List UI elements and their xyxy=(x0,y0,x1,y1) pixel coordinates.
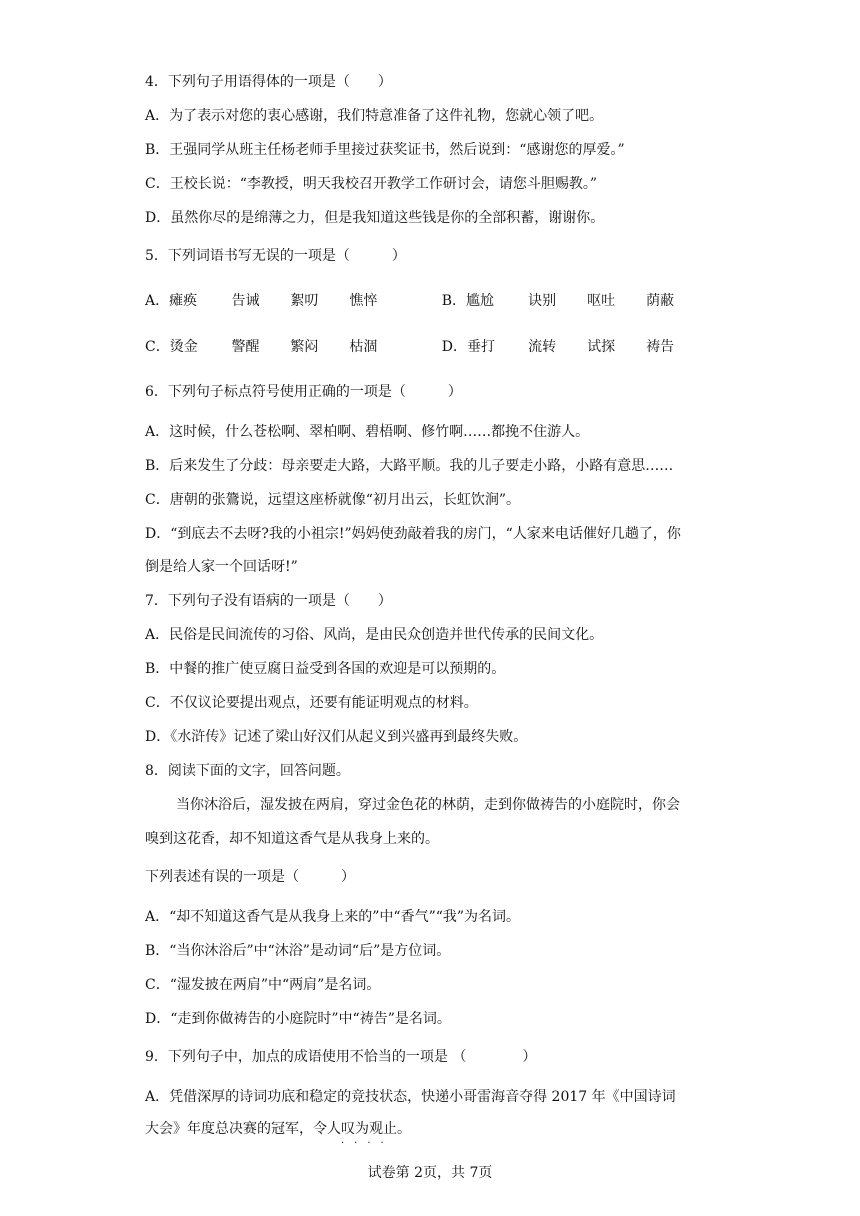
q9-dotted-idiom-text: 叹为观止 xyxy=(341,1121,397,1137)
q5-a-word-2: 告诫 xyxy=(231,293,260,309)
q4-option-c: C．王校长说：“李教授，明天我校召开教学工作研讨会，请您斗胆赐教。” xyxy=(145,176,598,192)
q5-d-word-2: 流转 xyxy=(528,339,557,355)
q5-stem: 5．下列词语书写无误的一项是（ ） xyxy=(145,248,406,264)
q9-option-a-line-2 xyxy=(145,1120,411,1149)
q5-row-ab xyxy=(145,292,705,310)
q9-a-text-after: 。 xyxy=(397,1121,411,1137)
q6-stem: 6．下列句子标点符号使用正确的一项是（ ） xyxy=(145,384,462,400)
q5-b-word-2: 诀别 xyxy=(528,293,557,309)
q9-stem: 9．下列句子中，加点的成语使用不恰当的一项是 （ ） xyxy=(145,1049,537,1065)
q7-option-a: A．民俗是民间流传的习俗、风尚，是由民众创造并世代传承的民间文化。 xyxy=(145,627,604,643)
q8-passage-line-2: 嗅到这花香，却不知道这香气是从我身上来的。 xyxy=(145,831,439,847)
q5-c-word-2: 警醒 xyxy=(231,339,260,355)
q5-d-word-1: D．垂打 xyxy=(441,339,495,355)
q5-row-cd xyxy=(145,338,705,356)
q5-b-word-4: 荫蔽 xyxy=(646,293,675,309)
q5-b-word-3: 呕吐 xyxy=(587,293,616,309)
q9-a-text-before: 大会》年度总决赛的冠军，令人 xyxy=(145,1121,341,1137)
q6-option-c: C．唐朝的张鷟说，远望这座桥就像“初月出云，长虹饮涧”。 xyxy=(145,492,521,508)
q6-option-d-line-1: D．“到底去不去呀?我的小祖宗!”妈妈使劲敲着我的房门，“人家来电话催好几趟了，你 xyxy=(145,526,681,542)
q7-option-b: B．中餐的推广使豆腐日益受到各国的欢迎是可以预期的。 xyxy=(145,661,506,677)
q5-a-word-4: 憔悴 xyxy=(349,293,378,309)
q8-option-a: A．“却不知道这香气是从我身上来的”中“香气”“我”为名词。 xyxy=(145,909,521,925)
q4-option-b: B．王强同学从班主任杨老师手里接过获奖证书，然后说到：“感谢您的厚爱。” xyxy=(145,142,625,158)
q6-option-b: B．后来发生了分歧：母亲要走大路，大路平顺。我的儿子要走小路，小路有意思…… xyxy=(145,458,674,474)
q5-a-word-1: A．瘫痪 xyxy=(145,293,198,309)
q5-b-word-1: B．尴尬 xyxy=(441,293,495,309)
q7-stem: 7．下列句子没有语病的一项是（ ） xyxy=(145,593,392,609)
q8-option-d: D．“走到你做祷告的小庭院时”中“祷告”是名词。 xyxy=(145,1011,451,1027)
q4-option-d: D．虽然你尽的是绵薄之力，但是我知道这些钱是你的全部积蓄，谢谢你。 xyxy=(145,210,605,226)
q7-option-c: C．不仅议论要提出观点，还要有能证明观点的材料。 xyxy=(145,695,478,711)
q7-option-d: D．《水浒传》记述了梁山好汉们从起义到兴盛再到最终失败。 xyxy=(145,729,528,745)
q8-option-c: C．“湿发披在两肩”中“两肩”是名词。 xyxy=(145,977,381,993)
emphasis-dots-icon: ···· xyxy=(341,1138,394,1149)
q8-sub-stem: 下列表述有误的一项是（ ） xyxy=(145,869,355,885)
q5-a-word-3: 絮叨 xyxy=(290,293,319,309)
q9-option-a-line-1: A．凭借深厚的诗词功底和稳定的竞技状态，快递小哥雷海音夺得 2017 年《中国诗词 xyxy=(145,1089,676,1105)
q9-dotted-idiom xyxy=(341,1121,397,1149)
q6-option-a: A．这时候，什么苍松啊、翠柏啊、碧梧啊、修竹啊……都挽不住游人。 xyxy=(145,424,590,440)
q5-d-word-4: 祷告 xyxy=(646,339,675,355)
q5-c-word-4: 枯涸 xyxy=(349,339,378,355)
q5-d-word-3: 试探 xyxy=(587,339,616,355)
q8-option-b: B．“当你沐浴后”中“沐浴”是动词“后”是方位词。 xyxy=(145,943,451,959)
q8-passage-line-1: 当你沐浴后，湿发披在两肩，穿过金色花的林荫，走到你做祷告的小庭院时，你会 xyxy=(176,797,680,813)
q5-c-word-1: C．烫金 xyxy=(145,339,198,355)
q6-option-d-line-2: 倒是给人家一个回话呀!” xyxy=(145,559,298,575)
q4-stem: 4．下列句子用语得体的一项是（ ） xyxy=(145,74,392,90)
q5-c-word-3: 繁闷 xyxy=(290,339,319,355)
q4-option-a: A．为了表示对您的衷心感谢，我们特意准备了这件礼物，您就心领了吧。 xyxy=(145,108,604,124)
page-footer: 试卷第 2页，共 7页 xyxy=(367,1165,493,1181)
q8-stem: 8．阅读下面的文字，回答问题。 xyxy=(145,763,350,779)
